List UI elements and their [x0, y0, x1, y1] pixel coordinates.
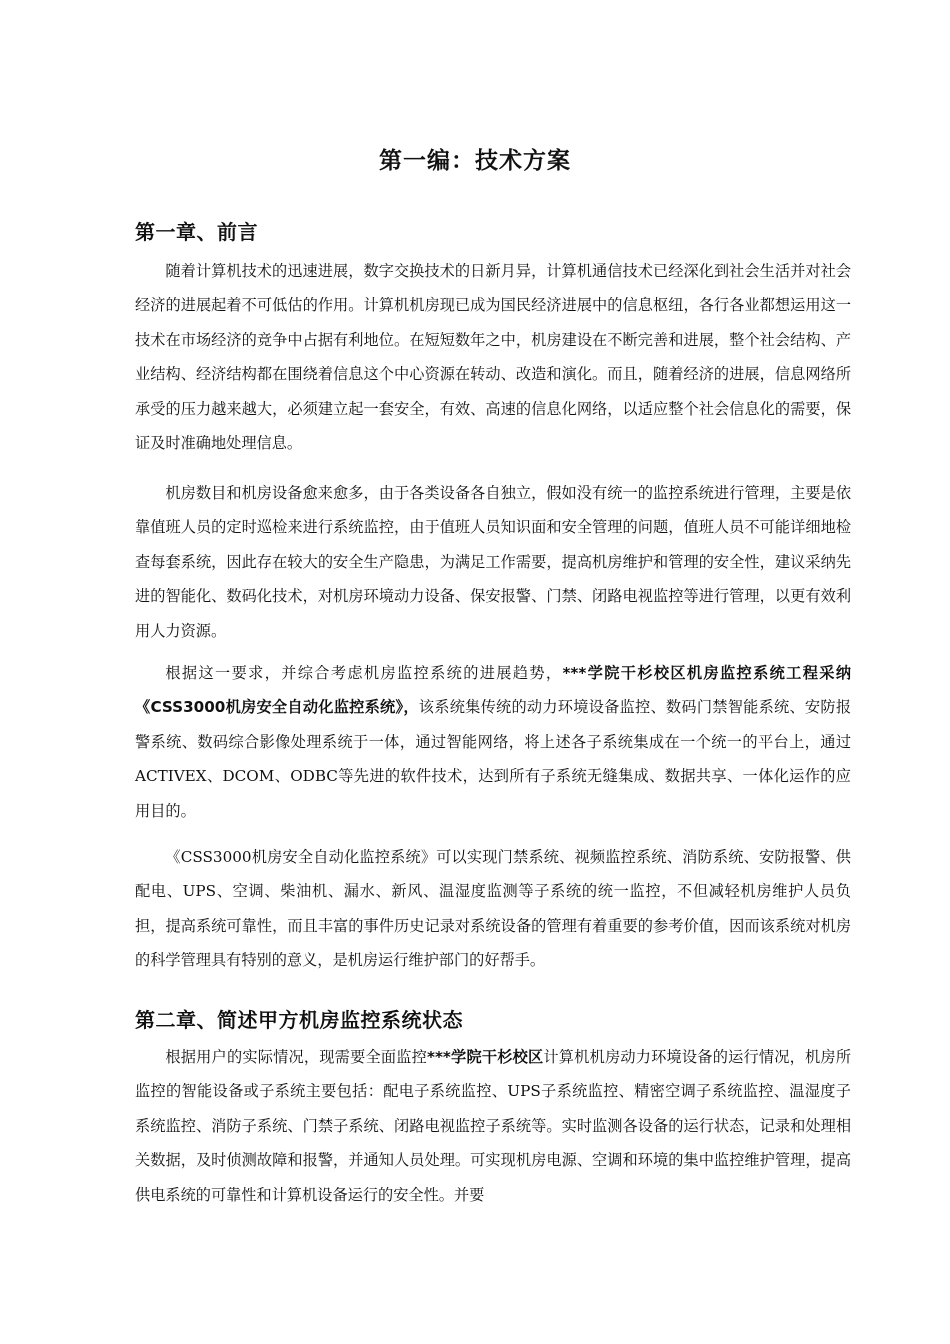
- document-title: 第一编：技术方案: [379, 148, 571, 174]
- chapter1-heading: 第一章、前言: [135, 220, 258, 244]
- p3-text-rest: 该系统集传统的动力环境设备监控、数码门禁智能系统、安防报警系统、数码综合影像处理系统于一体，通过智能网络，将上述各子系统集成在一个统一的平台上，通过ACTIVEX、DCOM、ODBC等先进的软件技术，达到所有子系统无缝集成、数据共享、一体化运作的应用目的。: [135, 698, 852, 820]
- chapter1-paragraph-3: [135, 656, 851, 828]
- chapter2-paragraph-1: [135, 1040, 851, 1212]
- c2-text-rest: 计算机机房动力环境设备的运行情况，机房所监控的智能设备或子系统主要包括：配电子系统监控、UPS子系统监控、精密空调子系统监控、温湿度子系统监控、消防子系统、门禁子系统、闭路电视监控子系统等。实时监测各设备的运行状态，记录和处理相关数据，及时侦测故障和报警，并通知人员处理。可实现机房电源、空调和环境的集中监控维护管理，提高供电系统的可靠性和计算机设备运行的安全性。并要: [135, 1048, 852, 1204]
- chapter2-heading: 第二章、简述甲方机房监控系统状态: [135, 1008, 463, 1032]
- chapter1-paragraph-1: 随着计算机技术的迅速进展，数字交换技术的日新月异，计算机通信技术已经深化到社会生活并对社会经济的进展起着不可低估的作用。计算机机房现已成为国民经济进展中的信息枢纽，各行各业都想运用这一技术在市场经济的竞争中占据有利地位。在短短数年之中，机房建设在不断完善和进展，整个社会结构、产业结构、经济结构都在围绕着信息这个中心资源在转动、改造和演化。而且，随着经济的进展，信息网络所承受的压力越来越大，必须建立起一套安全，有效、高速的信息化网络，以适应整个社会信息化的需要，保证及时准确地处理信息。: [135, 262, 851, 453]
- c2-text-lead: 根据用户的实际情况，现需要全面监控: [165, 1048, 428, 1066]
- p3-text-lead: 根据这一要求，并综合考虑机房监控系统的进展趋势，: [165, 664, 563, 682]
- p3-project-name: ***学院干杉校区机房监控系统工程采纳《CSS3000机房安全自动化监控系统》，: [135, 664, 852, 717]
- c2-campus-name: ***学院干杉校区: [427, 1048, 544, 1066]
- chapter1-paragraph-2: 机房数目和机房设备愈来愈多，由于各类设备各自独立，假如没有统一的监控系统进行管理，主要是依靠值班人员的定时巡检来进行系统监控，由于值班人员知识面和安全管理的问题，值班人员不可能详细地检查每套系统，因此存在较大的安全生产隐患，为满足工作需要，提高机房维护和管理的安全性，建议采纳先进的智能化、数码化技术，对机房环境动力设备、保安报警、门禁、闭路电视监控等进行管理，以更有效利用人力资源。: [135, 484, 851, 640]
- chapter1-paragraph-4: 《CSS3000机房安全自动化监控系统》可以实现门禁系统、视频监控系统、消防系统、安防报警、供配电、UPS、空调、柴油机、漏水、新风、温湿度监测等子系统的统一监控，不但减轻机房维护人员负担，提高系统可靠性，而且丰富的事件历史记录对系统设备的管理有着重要的参考价值，因而该系统对机房的科学管理具有特别的意义，是机房运行维护部门的好帮手。: [135, 848, 851, 970]
